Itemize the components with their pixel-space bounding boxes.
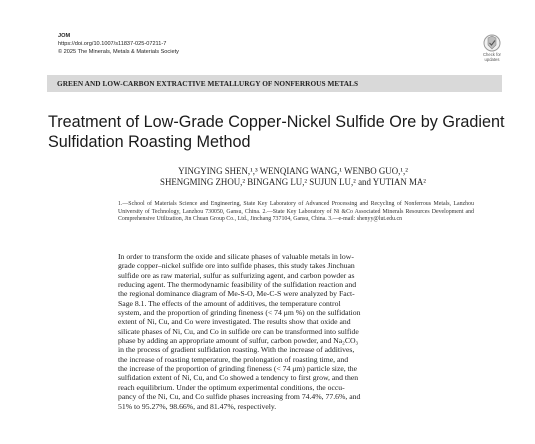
abstract-line: reach equilibrium. Under the optimum experimental conditions, the occu-: [118, 382, 345, 392]
copyright-notice: © 2025 The Minerals, Metals & Materials Society: [58, 49, 179, 55]
abstract-line: sulfidation extent of Ni, Cu, and Co showed a tendency to first grow, and then: [118, 373, 359, 383]
abstract-line: sulfide ore as raw material, sulfur as sulfurizing agent, and carbon powder as: [118, 270, 355, 280]
abstract-line: Sage 8.1. The effects of the amount of additives, the temperature control: [118, 298, 341, 308]
abstract-line: 51% to 95.27%, 98.66%, and 81.47%, respectively.: [118, 401, 277, 411]
abstract-line: the increase of roasting temperature, the prolongation of roasting time, and: [118, 354, 349, 364]
abstract-line: reducing agent. The thermodynamic feasibility of the sulfidation reaction and: [118, 280, 357, 290]
abstract: [118, 252, 479, 411]
author-list-line-1: YINGYING SHEN,¹,³ WENQIANG WANG,¹ WENBO GUO,¹,²: [178, 166, 408, 176]
doi-link[interactable]: https://doi.org/10.1007/s11837-025-07211-7: [58, 41, 167, 47]
section-banner-text: GREEN AND LOW-CARBON EXTRACTIVE METALLURGY OF NONFERROUS METALS: [57, 79, 359, 88]
abstract-line: system, and the proportion of grinding fineness (< 74 μm %) on the sulfidation: [118, 308, 361, 318]
abstract-line: the increase of the proportion of grinding fineness (< 74 μm) particle size, the: [118, 364, 358, 374]
abstract-line: silicate phases of Ni, Cu, and Co in sulfide ore can be transformed into sulfide: [118, 326, 359, 336]
abstract-line: the regional dominance diagram of Me-S-O, Me-C-S were analyzed by Fact-: [118, 289, 355, 299]
journal-name: JOM: [58, 33, 71, 39]
abstract-line: grade copper–nickel sulfide ore into sulfide phases, this study takes Jinchuan: [118, 261, 355, 271]
check-for-updates-label: Check for updates: [483, 52, 501, 62]
abstract-line: extent of Ni, Cu, and Co were investigated. The results show that oxide and: [118, 317, 351, 327]
author-list-line-2: SHENGMING ZHOU,² BINGANG LU,² SUJUN LU,² and YUTIAN MA²: [160, 177, 426, 187]
abstract-line: in the process of gradient sulfidation roasting. With the increase of additives,: [118, 345, 355, 355]
abstract-line: In order to transform the oxide and silicate phases of valuable metals in low-: [118, 252, 354, 261]
affiliations: 1.—School of Materials Science and Engineering, State Key Laboratory of Advanced Processing and Recycling of Nonferrous Metals, Lanzhou University of Technology, Lanzhou 730050, Gansu, China. 2.—State Key Laboratory of Ni &Co Associated Minerals Resources Development and Comprehensive Utilization, Jin Chuan Group Co., Ltd., Jinchang 737104, Gansu, China. 3.—e-mail: shenyy@lut.edu.cn: [118, 201, 474, 223]
paper-title: Treatment of Low-Grade Copper-Nickel Sulfide Ore by Gradient Sulfidation Roasting Method: [48, 113, 505, 151]
abstract-line: pancy of the Ni, Cu, and Co sulfide phases increasing from 74.4%, 77.6%, and: [118, 392, 361, 402]
abstract-line: phase by adding an appropriate amount of sulfur, carbon powder, and Na₂CO₃: [118, 336, 359, 346]
